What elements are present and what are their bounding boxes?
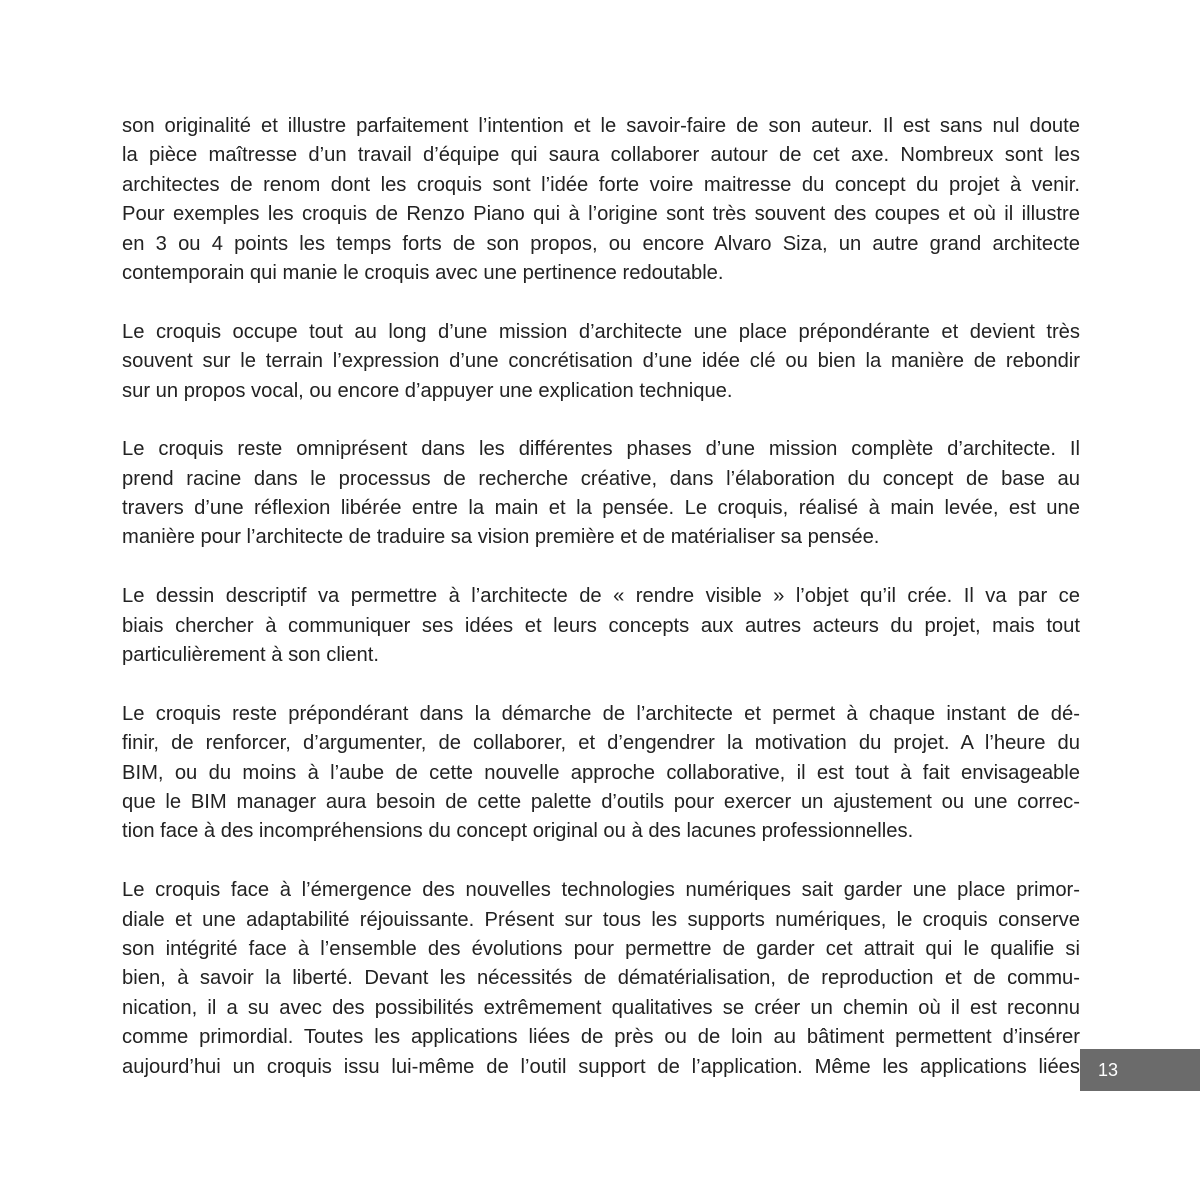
paragraph	[122, 112, 1080, 288]
text-line: BIM, ou du moins à l’aube de cette nouvelle approche collaborative, il est tout à fait envisageable	[122, 761, 1080, 784]
text-line: manière pour l’architecte de traduire sa vision première et de matérialiser sa pensée.	[122, 526, 880, 549]
page-number-tab	[1080, 1049, 1200, 1091]
paragraph	[122, 700, 1080, 847]
text-line: particulièrement à son client.	[122, 644, 379, 667]
text-line: Le dessin descriptif va permettre à l’architecte de « rendre visible » l’objet qu’il crée. Il va par ce	[122, 585, 1080, 608]
text-line: comme primordial. Toutes les applications liées de près ou de loin au bâtiment permettent d’insérer	[122, 1026, 1080, 1049]
text-line: contemporain qui manie le croquis avec une pertinence redoutable.	[122, 261, 724, 284]
text-line: prend racine dans le processus de recherche créative, dans l’élaboration du concept de base au	[122, 467, 1080, 490]
text-line: Le croquis face à l’émergence des nouvelles technologies numériques sait garder une place primor-	[122, 879, 1080, 902]
text-line: en 3 ou 4 points les temps forts de son propos, ou encore Alvaro Siza, un autre grand architecte	[122, 232, 1080, 255]
text-line: Pour exemples les croquis de Renzo Piano qui à l’origine sont très souvent des coupes et où il illustre	[122, 203, 1080, 226]
text-line: diale et une adaptabilité réjouissante. Présent sur tous les supports numériques, le croquis conserve	[122, 908, 1080, 931]
text-line: bien, à savoir la liberté. Devant les nécessités de dématérialisation, de reproduction et de commu-	[122, 967, 1080, 990]
text-line: Le croquis reste prépondérant dans la démarche de l’architecte et permet à chaque instant de dé-	[122, 702, 1080, 725]
text-line: souvent sur le terrain l’expression d’une concrétisation d’une idée clé ou bien la manière de rebondir	[122, 350, 1080, 373]
paragraph	[122, 435, 1080, 553]
page-number: 13	[1098, 1059, 1119, 1080]
paragraph	[122, 876, 1080, 1082]
text-line: tion face à des incompréhensions du concept original ou à des lacunes professionnelles.	[122, 820, 914, 843]
text-line: nication, il a su avec des possibilités extrêmement qualitatives se créer un chemin où il est reconnu	[122, 996, 1080, 1019]
text-line: sur un propos vocal, ou encore d’appuyer une explication technique.	[122, 379, 733, 402]
text-line: finir, de renforcer, d’argumenter, de collaborer, et d’engendrer la motivation du projet. A l’heure du	[122, 732, 1080, 755]
body-text	[122, 112, 1080, 1111]
text-line: son originalité et illustre parfaitement l’intention et le savoir-faire de son auteur. Il est sans nul doute	[122, 115, 1080, 137]
text-line: aujourd’hui un croquis issu lui-même de l’outil support de l’application. Même les applications liées	[122, 1055, 1080, 1078]
text-line: Le croquis occupe tout au long d’une mission d’architecte une place prépondérante et devient très	[122, 320, 1080, 343]
text-line: Le croquis reste omniprésent dans les différentes phases d’une mission complète d’architecte. Il	[122, 438, 1080, 461]
paragraph	[122, 318, 1080, 406]
text-line: que le BIM manager aura besoin de cette palette d’outils pour exercer un ajustement ou une correc-	[122, 790, 1080, 813]
text-line: la pièce maîtresse d’un travail d’équipe qui saura collaborer autour de cet axe. Nombreux sont les	[122, 144, 1080, 167]
paragraph	[122, 582, 1080, 670]
text-line: architectes de renom dont les croquis sont l’idée forte voire maitresse du concept du projet à venir.	[122, 173, 1080, 196]
text-line: biais chercher à communiquer ses idées et leurs concepts aux autres acteurs du projet, mais tout	[122, 614, 1080, 637]
text-line: son intégrité face à l’ensemble des évolutions pour permettre de garder cet attrait qui le qualifie si	[122, 937, 1080, 960]
text-line: travers d’une réflexion libérée entre la main et la pensée. Le croquis, réalisé à main levée, est une	[122, 497, 1080, 520]
